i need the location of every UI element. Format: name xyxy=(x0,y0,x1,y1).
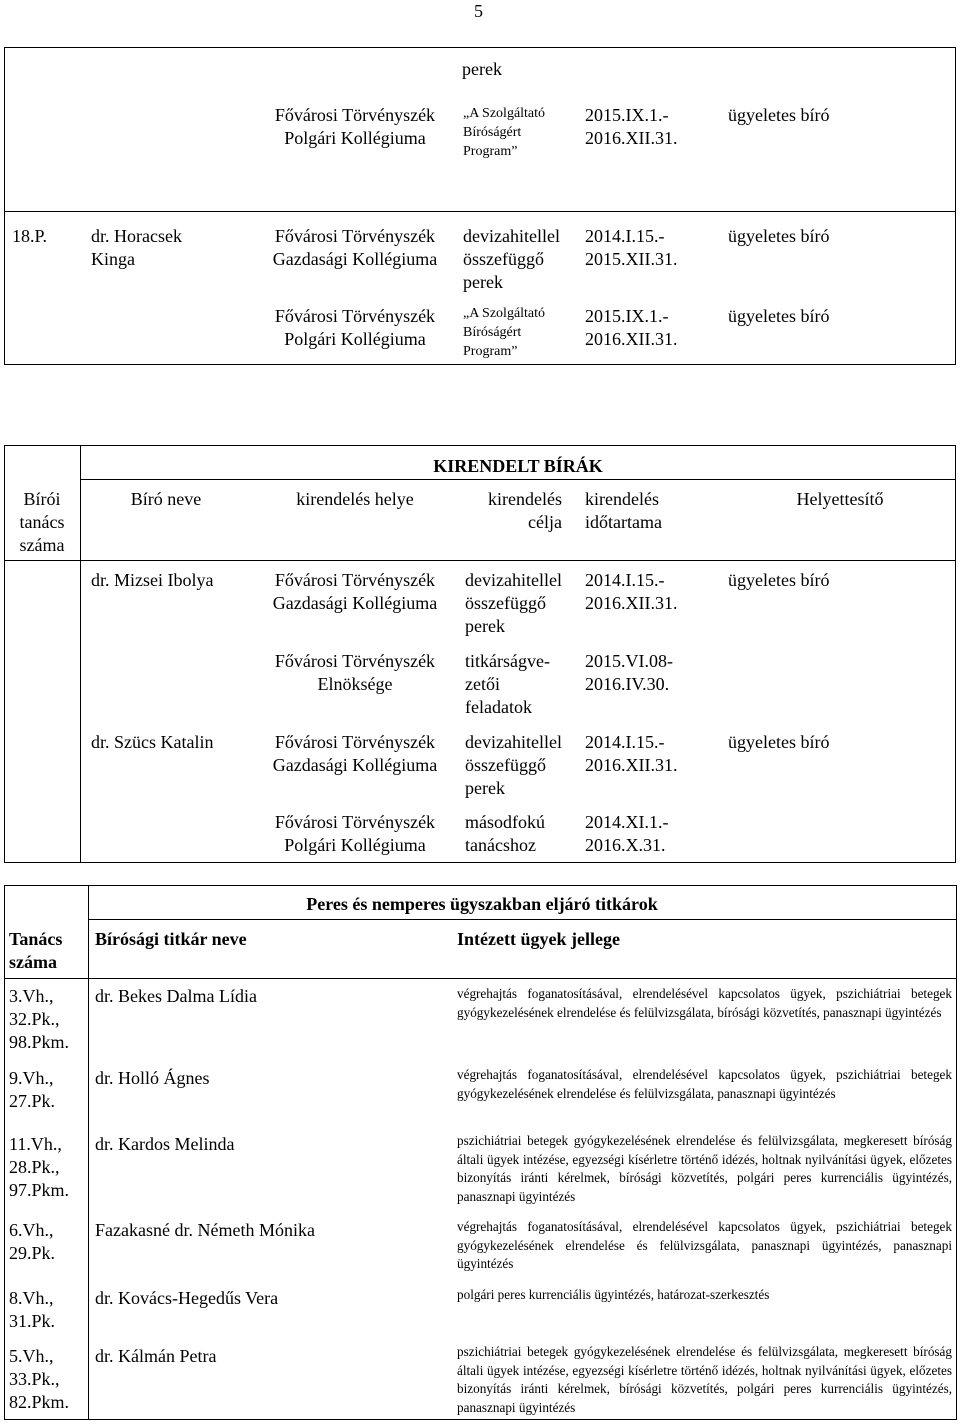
clerk-row5-matters: polgári peres kurrenciális ügyintézés, határozat-szerkesztés xyxy=(457,1287,770,1302)
clerk-row2-name: dr. Holló Ágnes xyxy=(95,1068,210,1088)
clerk-row4-name: Fazakasné dr. Németh Mónika xyxy=(95,1220,315,1240)
clerk-row3-council: 11.Vh., 28.Pk., 97.Pkm. xyxy=(9,1134,70,1200)
seconded-row2-duration: 2015.VI.08- 2016.IV.30. xyxy=(585,651,673,694)
seconded-row3-place: Fővárosi Törvényszék Gazdasági Kollégiuma xyxy=(272,732,438,775)
clerks-council-column-divider xyxy=(88,885,89,1420)
clerk-row4-matters: végrehajtás foganatosításával, elrendelésével kapcsolatos ügyek, pszichiátriai betegek gyógykezelésének elrendelése és felülvizsgálata, panasznapi ügyintézés, panasznapi ügyintézés xyxy=(457,1219,952,1271)
clerk-row6-name: dr. Kálmán Petra xyxy=(95,1346,217,1366)
seconded-row2-place: Fővárosi Törvényszék Elnöksége xyxy=(274,651,436,694)
block2-row2-purpose: „A Szolgáltató Bíróságért Program” xyxy=(463,306,546,359)
block1-period: 2015.IX.1.- 2016.XII.31. xyxy=(585,105,678,148)
page-number: 5 xyxy=(474,1,483,21)
header-duration: kirendelés időtartama xyxy=(585,489,662,532)
seconded-row4-place: Fővárosi Törvényszék Polgári Kollégiuma xyxy=(274,812,436,855)
block1-court: Fővárosi Törvényszék Polgári Kollégiuma xyxy=(274,105,436,148)
block2-row1-court: Fővárosi Törvényszék Gazdasági Kollégiuma xyxy=(272,226,438,269)
seconded-row3-judge: dr. Szücs Katalin xyxy=(91,732,214,752)
seconded-header-divider xyxy=(4,560,956,561)
clerk-row3-matters: pszichiátriai betegek gyógykezelésének elrendelése és felülvizsgálata, megkeresett bíróság általi ügyek intézése, egyezségi kísérletre történő idézés, holtnak nyilvánítási ügyek, előzetes bizonyítás iránti kérelmek, bírósági közvetítés, polgári peres kurrenciális ügyintézés, panasznapi ügyintézés xyxy=(457,1133,952,1204)
clerks-title-divider xyxy=(88,919,957,920)
seconded-row4-purpose: másodfokú tanácshoz xyxy=(465,812,545,855)
seconded-row1-judge: dr. Mizsei Ibolya xyxy=(91,570,214,590)
block2-row2-court: Fővárosi Törvényszék Polgári Kollégiuma xyxy=(274,306,436,349)
seconded-row1-duration: 2014.I.15.- 2016.XII.31. xyxy=(585,570,678,613)
block1-role: ügyeletes bíró xyxy=(728,105,830,125)
clerk-row1-matters: végrehajtás foganatosításával, elrendelésével kapcsolatos ügyek, pszichiátriai betegek gyógykezelésének elrendelése és felülvizsgálata, bírósági közvetítés, panasznapi ügyintézés xyxy=(457,986,952,1020)
seconded-row2-purpose: titkárságve- zetői feladatok xyxy=(465,651,550,717)
block2-row1-role: ügyeletes bíró xyxy=(728,226,830,246)
clerk-row6-council: 5.Vh., 33.Pk., 82.Pkm. xyxy=(9,1346,70,1412)
clerks-title: Peres és nemperes ügyszakban eljáró titkárok xyxy=(306,894,658,914)
clerk-row6-matters: pszichiátriai betegek gyógykezelésének elrendelése és felülvizsgálata, megkeresett bíróság általi ügyek intézése, egyezségi kísérletre történő idézés, holtnak nyilvánítási ügyek, előzetes bizonyítás iránti kérelmek, bírósági közvetítés, polgári peres kurrenciális ügyintézés, panasznapi ügyintézés xyxy=(457,1344,952,1415)
continued-purpose-tail: perek xyxy=(462,59,502,79)
seconded-title-divider xyxy=(80,479,956,480)
header-place: kirendelés helye xyxy=(296,489,414,509)
seconded-row3-purpose: devizahitellel összefüggő perek xyxy=(465,732,562,798)
clerk-row2-council: 9.Vh., 27.Pk. xyxy=(9,1068,56,1111)
block2-row2-role: ügyeletes bíró xyxy=(728,306,830,326)
top-table-divider xyxy=(4,211,956,212)
header-substitute: Helyettesítő xyxy=(796,489,884,509)
block2-row1-period: 2014.I.15.- 2015.XII.31. xyxy=(585,226,678,269)
clerk-row5-council: 8.Vh., 31.Pk. xyxy=(9,1288,56,1331)
header-purpose: kirendelés célja xyxy=(488,489,562,532)
header-clerk-council: Tanács száma xyxy=(9,929,63,972)
seconded-row3-duration: 2014.I.15.- 2016.XII.31. xyxy=(585,732,678,775)
clerk-row5-name: dr. Kovács-Hegedűs Vera xyxy=(95,1288,279,1308)
clerk-row4-council: 6.Vh., 29.Pk. xyxy=(9,1220,56,1263)
seconded-title: KIRENDELT BÍRÁK xyxy=(433,456,603,476)
block2-council: 18.P. xyxy=(12,226,48,246)
seconded-row4-duration: 2014.XI.1.- 2016.X.31. xyxy=(585,812,669,855)
seconded-row1-substitute: ügyeletes bíró xyxy=(728,570,830,590)
clerk-row2-matters: végrehajtás foganatosításával, elrendelésével kapcsolatos ügyek, pszichiátriai betegek gyógykezelésének elrendelése és felülvizsgálata, panasznapi ügyintézés xyxy=(457,1067,952,1101)
seconded-council-column-divider xyxy=(80,445,81,863)
block2-judge: dr. Horacsek Kinga xyxy=(91,226,182,269)
header-matters: Intézett ügyek jellege xyxy=(457,929,620,949)
header-council-number: Bírói tanács száma xyxy=(19,489,65,555)
seconded-row1-purpose: devizahitellel összefüggő perek xyxy=(465,570,562,636)
block1-purpose: „A Szolgáltató Bíróságért Program” xyxy=(463,106,546,159)
clerk-row1-name: dr. Bekes Dalma Lídia xyxy=(95,986,257,1006)
clerks-header-divider xyxy=(4,978,957,979)
block2-row1-purpose: devizahitellel összefüggő perek xyxy=(463,226,560,292)
clerk-row3-name: dr. Kardos Melinda xyxy=(95,1134,235,1154)
block2-row2-period: 2015.IX.1.- 2016.XII.31. xyxy=(585,306,678,349)
clerk-row1-council: 3.Vh., 32.Pk., 98.Pkm. xyxy=(9,986,70,1052)
header-clerk-name: Bírósági titkár neve xyxy=(95,929,247,949)
header-judge-name: Bíró neve xyxy=(130,489,202,509)
seconded-row1-place: Fővárosi Törvényszék Gazdasági Kollégiuma xyxy=(272,570,438,613)
seconded-row3-substitute: ügyeletes bíró xyxy=(728,732,830,752)
